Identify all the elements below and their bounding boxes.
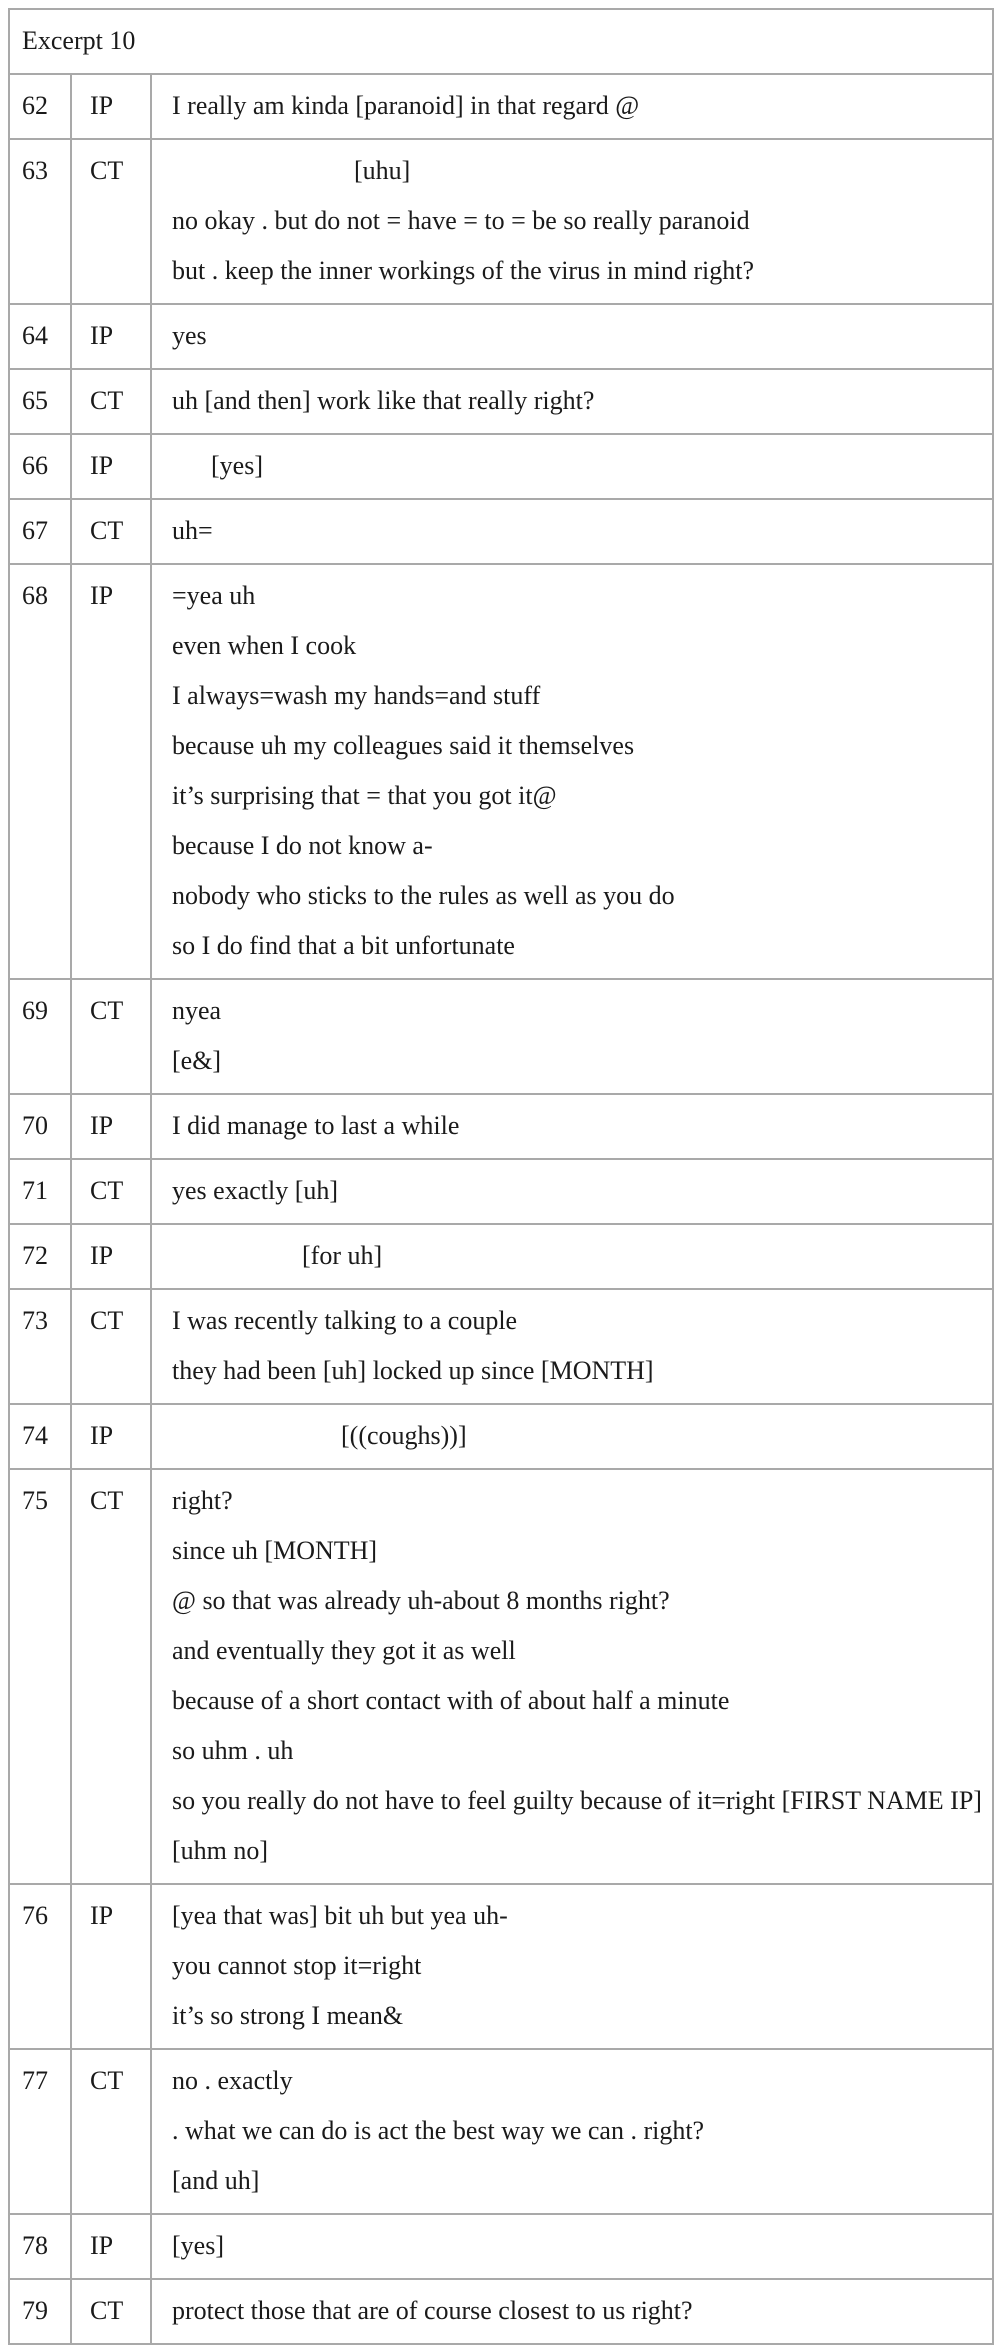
speaker-code: IP (71, 1094, 151, 1159)
table-row (9, 2214, 993, 2279)
transcript-excerpt (8, 8, 992, 2345)
utterance-line: I did manage to last a while (172, 1111, 460, 1140)
speaker-code: CT (71, 369, 151, 434)
speaker-code: CT (71, 979, 151, 1094)
title-row (9, 9, 993, 74)
utterance-cell (151, 2214, 993, 2279)
utterance-line: [((coughs))] (172, 1421, 467, 1450)
utterance-line: @ so that was already uh-about 8 months right? (172, 1586, 670, 1615)
utterance-line: so you really do not have to feel guilty because of it=right [FIRST NAME IP] (172, 1786, 982, 1815)
line-number: 71 (9, 1159, 71, 1224)
table-row (9, 304, 993, 369)
table-row (9, 1289, 993, 1404)
line-number: 70 (9, 1094, 71, 1159)
utterance-cell (151, 979, 993, 1094)
line-number: 74 (9, 1404, 71, 1469)
table-row (9, 564, 993, 979)
speaker-code: CT (71, 2279, 151, 2344)
utterance-line: I really am kinda [paranoid] in that regard @ (172, 91, 640, 120)
table-row (9, 1469, 993, 1884)
utterance-line: so uhm . uh (172, 1736, 294, 1765)
speaker-code: IP (71, 2214, 151, 2279)
utterance-line: it’s so strong I mean& (172, 2001, 404, 2030)
utterance-line: [uhu] (172, 156, 411, 185)
utterance-line: uh= (172, 516, 213, 545)
speaker-code: IP (71, 564, 151, 979)
line-number: 76 (9, 1884, 71, 2049)
utterance-line: =yea uh (172, 581, 256, 610)
utterance-line: . what we can do is act the best way we can . right? (172, 2116, 705, 2145)
table-row (9, 2049, 993, 2214)
line-number: 62 (9, 74, 71, 139)
line-number: 78 (9, 2214, 71, 2279)
utterance-cell (151, 1404, 993, 1469)
speaker-code: IP (71, 1404, 151, 1469)
utterance-line: even when I cook (172, 631, 357, 660)
utterance-cell (151, 304, 993, 369)
line-number: 66 (9, 434, 71, 499)
utterance-cell (151, 369, 993, 434)
table-row (9, 139, 993, 304)
table-row (9, 1094, 993, 1159)
utterance-line: nyea (172, 996, 222, 1025)
table-row (9, 74, 993, 139)
utterance-line: yes exactly [uh] (172, 1176, 339, 1205)
line-number: 75 (9, 1469, 71, 1884)
utterance-line: [and uh] (172, 2166, 260, 2195)
utterance-line: because uh my colleagues said it themselves (172, 731, 635, 760)
transcript-body (9, 74, 993, 2344)
utterance-cell (151, 1159, 993, 1224)
line-number: 67 (9, 499, 71, 564)
speaker-code: IP (71, 304, 151, 369)
utterance-line: [for uh] (172, 1241, 383, 1270)
utterance-line: since uh [MONTH] (172, 1536, 378, 1565)
speaker-code: IP (71, 74, 151, 139)
utterance-cell (151, 1469, 993, 1884)
line-number: 63 (9, 139, 71, 304)
utterance-line: [yea that was] bit uh but yea uh- (172, 1901, 508, 1930)
utterance-cell (151, 1289, 993, 1404)
line-number: 72 (9, 1224, 71, 1289)
line-number: 69 (9, 979, 71, 1094)
line-number: 65 (9, 369, 71, 434)
utterance-cell (151, 2049, 993, 2214)
utterance-line: right? (172, 1486, 233, 1515)
utterance-cell (151, 139, 993, 304)
line-number: 73 (9, 1289, 71, 1404)
utterance-line: [uhm no] (172, 1836, 269, 1865)
utterance-line: they had been [uh] locked up since [MONTH] (172, 1356, 654, 1385)
utterance-line: [e&] (172, 1046, 222, 1075)
utterance-cell (151, 2279, 993, 2344)
utterance-cell (151, 1224, 993, 1289)
speaker-code: CT (71, 2049, 151, 2214)
utterance-cell (151, 564, 993, 979)
table-row (9, 1224, 993, 1289)
utterance-line: I always=wash my hands=and stuff (172, 681, 541, 710)
speaker-code: CT (71, 1469, 151, 1884)
utterance-cell (151, 1094, 993, 1159)
utterance-line: so I do find that a bit unfortunate (172, 931, 515, 960)
table-row (9, 1404, 993, 1469)
utterance-line: nobody who sticks to the rules as well as you do (172, 881, 675, 910)
speaker-code: CT (71, 139, 151, 304)
table-row (9, 1159, 993, 1224)
utterance-line: because I do not know a- (172, 831, 433, 860)
line-number: 79 (9, 2279, 71, 2344)
excerpt-title: Excerpt 10 (9, 9, 993, 74)
transcript-table (8, 8, 994, 2345)
utterance-line: I was recently talking to a couple (172, 1306, 518, 1335)
table-row (9, 499, 993, 564)
utterance-line: [yes] (172, 451, 263, 480)
utterance-line: no okay . but do not = have = to = be so really paranoid (172, 206, 750, 235)
utterance-line: but . keep the inner workings of the virus in mind right? (172, 256, 755, 285)
table-row (9, 434, 993, 499)
table-row (9, 979, 993, 1094)
utterance-cell (151, 1884, 993, 2049)
speaker-code: IP (71, 434, 151, 499)
table-row (9, 1884, 993, 2049)
utterance-line: yes (172, 321, 207, 350)
speaker-code: IP (71, 1884, 151, 2049)
table-row (9, 2279, 993, 2344)
table-row (9, 369, 993, 434)
utterance-line: protect those that are of course closest to us right? (172, 2296, 693, 2325)
utterance-line: [yes] (172, 2231, 224, 2260)
utterance-cell (151, 499, 993, 564)
utterance-line: no . exactly (172, 2066, 293, 2095)
line-number: 77 (9, 2049, 71, 2214)
utterance-cell (151, 434, 993, 499)
utterance-line: uh [and then] work like that really right? (172, 386, 595, 415)
line-number: 68 (9, 564, 71, 979)
utterance-cell (151, 74, 993, 139)
speaker-code: CT (71, 1289, 151, 1404)
utterance-line: because of a short contact with of about half a minute (172, 1686, 730, 1715)
speaker-code: IP (71, 1224, 151, 1289)
speaker-code: CT (71, 499, 151, 564)
utterance-line: and eventually they got it as well (172, 1636, 516, 1665)
utterance-line: it’s surprising that = that you got it@ (172, 781, 557, 810)
line-number: 64 (9, 304, 71, 369)
speaker-code: CT (71, 1159, 151, 1224)
utterance-line: you cannot stop it=right (172, 1951, 422, 1980)
